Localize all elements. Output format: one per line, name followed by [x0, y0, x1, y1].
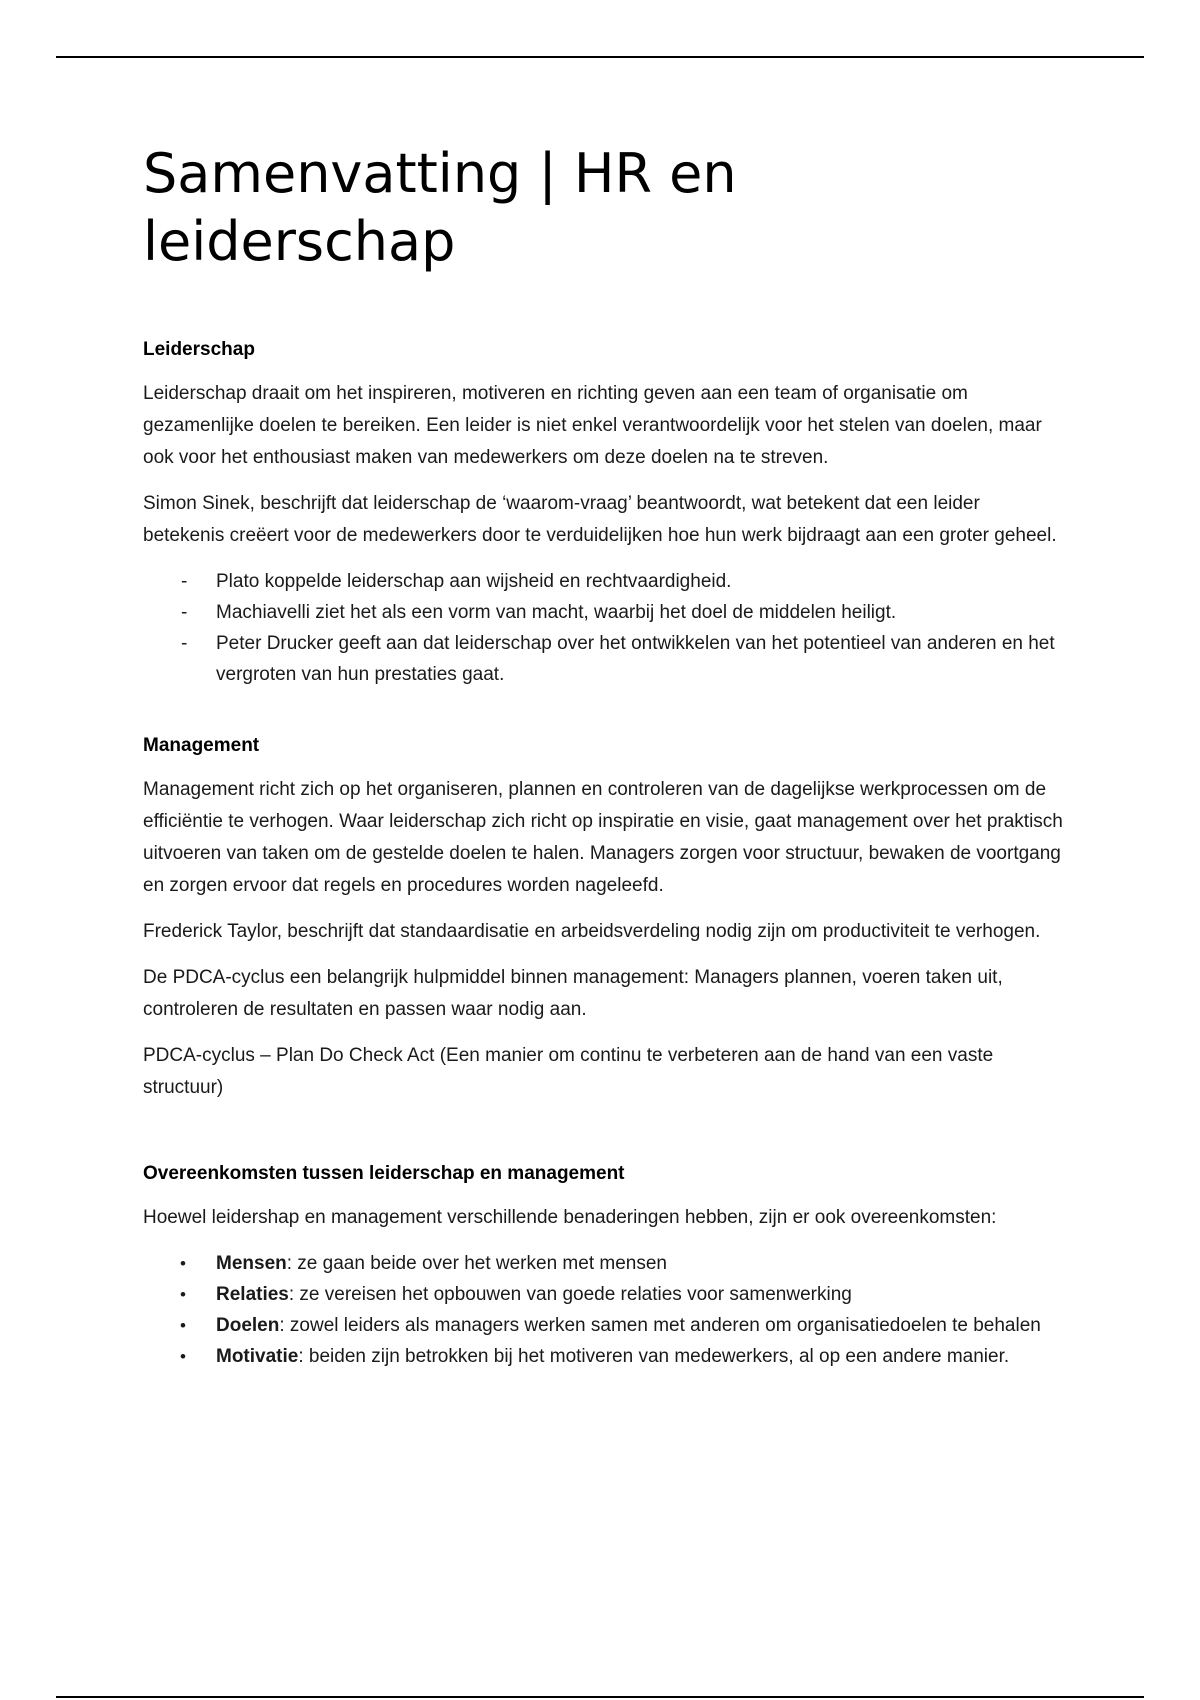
- spacer: [143, 1118, 1063, 1162]
- list-item-text: Machiavelli ziet het als een vorm van macht, waarbij het doel de middelen heiligt.: [216, 602, 897, 623]
- paragraph: Leiderschap draait om het inspireren, motiveren en richting geven aan een team of organisatie om gezamenlijke doelen te bereiken. Een leider is niet enkel verantwoordelijk voor het stelen van doelen, maar ook voor het enthousiast maken van medewerkers om deze doelen na te streven.: [143, 383, 1042, 468]
- bullet-marker: •: [180, 1285, 186, 1304]
- spacer: [143, 690, 1063, 734]
- dash-marker: -: [181, 571, 188, 592]
- list-item: [181, 628, 1063, 690]
- document-body: [143, 140, 1063, 1372]
- paragraph: Hoewel leidershap en management verschillende benaderingen hebben, zijn er ook overeenkomsten:: [143, 1207, 997, 1228]
- paragraph: Frederick Taylor, beschrijft dat standaardisatie en arbeidsverdeling nodig zijn om productiviteit te verhogen.: [143, 921, 1041, 942]
- document-title: Samenvatting | HR en leiderschap: [143, 142, 737, 273]
- dash-marker: -: [181, 602, 188, 623]
- bullet-list: [143, 1248, 1063, 1372]
- list-item: [181, 566, 1063, 597]
- header-rule: [56, 56, 1144, 58]
- paragraph: Simon Sinek, beschrijft dat leiderschap de ‘waarom-vraag’ beantwoordt, wat betekent dat een leider betekenis creëert voor de medewerkers door te verduidelijken hoe hun werk bijdraagt aan een groter geheel.: [143, 493, 1057, 546]
- paragraph: De PDCA-cyclus een belangrijk hulpmiddel binnen management: Managers plannen, voeren taken uit, controleren de resultaten en passen waar nodig aan.: [143, 967, 1003, 1020]
- bullet-marker: •: [180, 1316, 186, 1335]
- section-heading-leiderschap: Leiderschap: [143, 339, 255, 360]
- section-overeenkomsten: [143, 1162, 1063, 1372]
- list-item: [180, 1279, 1063, 1310]
- list-item-term: Doelen: [216, 1315, 280, 1336]
- section-heading-management: Management: [143, 735, 260, 756]
- bullet-marker: •: [180, 1347, 186, 1366]
- section-heading-overeenkomsten: Overeenkomsten tussen leiderschap en management: [143, 1163, 625, 1184]
- paragraph: PDCA-cyclus – Plan Do Check Act (Een manier om continu te verbeteren aan de hand van een vaste structuur): [143, 1045, 994, 1098]
- list-item: [180, 1310, 1063, 1341]
- list-item: [180, 1341, 1063, 1372]
- dash-marker: -: [181, 633, 188, 654]
- list-item-text: : ze gaan beide over het werken met mensen: [286, 1253, 667, 1274]
- list-item: [181, 597, 1063, 628]
- list-item-text: : beiden zijn betrokken bij het motiveren van medewerkers, al op een andere manier.: [298, 1346, 1010, 1367]
- list-item-text: Plato koppelde leiderschap aan wijsheid en rechtvaardigheid.: [216, 571, 732, 592]
- bullet-marker: •: [180, 1254, 186, 1273]
- paragraph: Management richt zich op het organiseren, plannen en controleren van de dagelijkse werkprocessen om de efficiëntie te verhogen. Waar leiderschap zich richt op inspiratie en visie, gaat management over het praktisch uitvoeren van taken om de gestelde doelen te halen. Managers zorgen voor structuur, bewaken de voortgang en zorgen ervoor dat regels en procedures worden nageleefd.: [143, 779, 1063, 896]
- footer-rule: [56, 1696, 1144, 1698]
- list-item: [180, 1248, 1063, 1279]
- list-item-term: Relaties: [216, 1284, 289, 1305]
- list-item-text: Peter Drucker geeft aan dat leiderschap over het ontwikkelen van het potentieel van anderen en het vergroten van hun prestaties gaat.: [216, 633, 1055, 685]
- section-management: [143, 734, 1063, 1104]
- list-item-text: : ze vereisen het opbouwen van goede relaties voor samenwerking: [288, 1284, 852, 1305]
- dash-list: [143, 566, 1063, 690]
- list-item-term: Mensen: [216, 1253, 287, 1274]
- section-leiderschap: [143, 338, 1063, 690]
- list-item-text: : zowel leiders als managers werken samen met anderen om organisatiedoelen te behalen: [279, 1315, 1041, 1336]
- list-item-term: Motivatie: [216, 1346, 299, 1367]
